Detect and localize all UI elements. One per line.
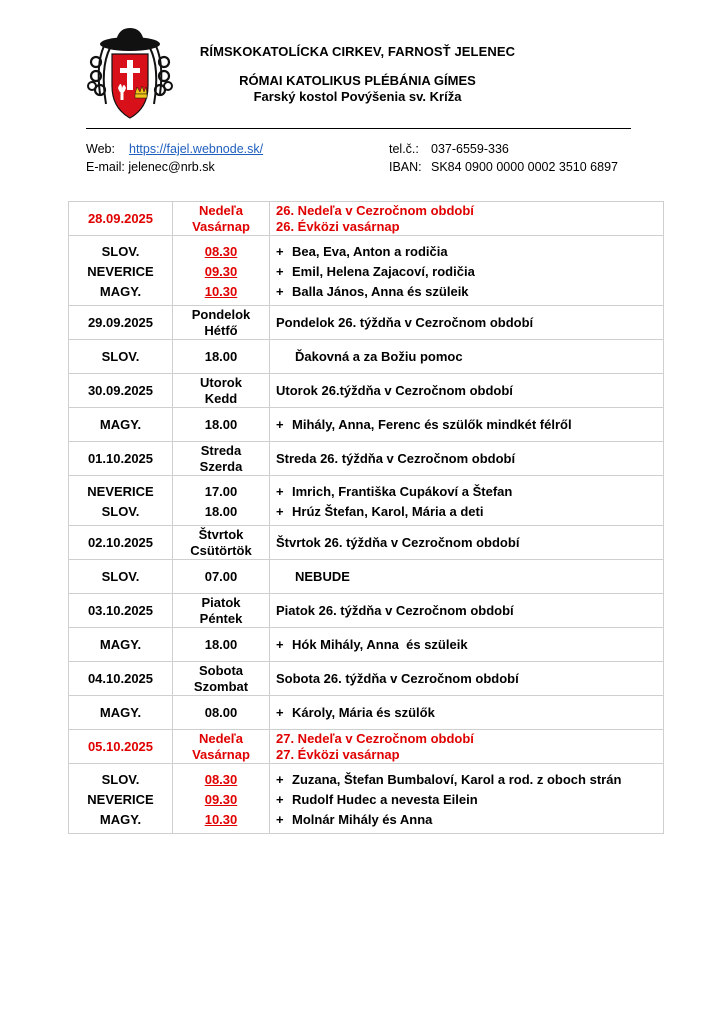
table-row (69, 408, 664, 442)
table-row (69, 442, 664, 476)
liturgy-cell: Streda 26. týždňa v Cezročnom období (270, 442, 664, 476)
table-row (69, 730, 664, 764)
time-cell: 08.30 09.30 10.30 (173, 236, 270, 306)
table-row (69, 764, 664, 834)
table-row (69, 340, 664, 374)
table-row (69, 696, 664, 730)
table-row (69, 202, 664, 236)
day-cell: Sobota Szombat (173, 662, 270, 696)
table-row (69, 560, 664, 594)
intention-cell: + Imrich, Františka Cupákoví a Štefan + Hrúz Štefan, Karol, Mária a deti (270, 476, 664, 526)
date-cell: 01.10.2025 (69, 442, 173, 476)
time-cell: 17.00 18.00 (173, 476, 270, 526)
date-cell: 28.09.2025 (69, 202, 173, 236)
liturgy-cell: Utorok 26.týždňa v Cezročnom období (270, 374, 664, 408)
intention-cell: + Zuzana, Štefan Bumbaloví, Karol a rod. z oboch strán + Rudolf Hudec a nevesta Eilein + Molnár Mihály és Anna (270, 764, 664, 834)
date-cell: 05.10.2025 (69, 730, 173, 764)
email-value: jelenec@nrb.sk (128, 160, 215, 174)
parish-titles (185, 44, 530, 104)
day-cell: Nedeľa Vasárnap (173, 202, 270, 236)
day-cell: Štvrtok Csütörtök (173, 526, 270, 560)
parish-title-hu: RÓMAI KATOLIKUS PLÉBÁNIA GÍMES (239, 73, 476, 88)
date-cell: 02.10.2025 (69, 526, 173, 560)
liturgy-cell: Piatok 26. týždňa v Cezročnom období (270, 594, 664, 628)
intention-cell: + Mihály, Anna, Ferenc és szülők mindkét félről (270, 408, 664, 442)
date-cell: 03.10.2025 (69, 594, 173, 628)
header-divider (86, 128, 631, 129)
place-cell: SLOV. NEVERICE MAGY. (69, 236, 173, 306)
tel-value: 037-6559-336 (431, 142, 509, 156)
intention-cell: + Károly, Mária és szülők (270, 696, 664, 730)
place-cell: NEVERICE SLOV. (69, 476, 173, 526)
table-row (69, 476, 664, 526)
tel-label: tel.č.: (389, 142, 419, 156)
table-row (69, 374, 664, 408)
table-row (69, 594, 664, 628)
place-cell: MAGY. (69, 696, 173, 730)
contact-tel-iban (389, 140, 618, 176)
day-cell: Utorok Kedd (173, 374, 270, 408)
day-cell: Pondelok Hétfő (173, 306, 270, 340)
day-cell: Streda Szerda (173, 442, 270, 476)
liturgy-cell: Sobota 26. týždňa v Cezročnom období (270, 662, 664, 696)
intention-cell: + Hók Mihály, Anna és szüleik (270, 628, 664, 662)
table-row (69, 662, 664, 696)
place-cell: MAGY. (69, 408, 173, 442)
time-cell: 08.30 09.30 10.30 (173, 764, 270, 834)
intention-cell: NEBUDE (270, 560, 664, 594)
liturgy-cell: 27. Nedeľa v Cezročnom období 27. Évközi vasárnap (270, 730, 664, 764)
intention-cell: + Bea, Eva, Anton a rodičia + Emil, Helena Zajacoví, rodičia + Balla János, Anna és szüleik (270, 236, 664, 306)
iban-value: SK84 0900 0000 0002 3510 6897 (431, 160, 618, 174)
table-row (69, 306, 664, 340)
place-cell: SLOV. (69, 340, 173, 374)
time-cell: 18.00 (173, 408, 270, 442)
date-cell: 04.10.2025 (69, 662, 173, 696)
letterhead (0, 0, 724, 200)
table-row (69, 628, 664, 662)
place-cell: SLOV. NEVERICE MAGY. (69, 764, 173, 834)
time-cell: 08.00 (173, 696, 270, 730)
date-cell: 29.09.2025 (69, 306, 173, 340)
email-label: E-mail: (86, 160, 125, 174)
intention-cell: Ďakovná a za Božiu pomoc (270, 340, 664, 374)
iban-label: IBAN: (389, 160, 422, 174)
date-cell: 30.09.2025 (69, 374, 173, 408)
web-label: Web: (86, 142, 115, 156)
mass-schedule-table (68, 201, 664, 834)
church-name: Farský kostol Povýšenia sv. Kríža (253, 89, 462, 104)
church-title: RÍMSKOKATOLÍCKA CIRKEV, FARNOSŤ JELENEC (199, 44, 516, 59)
day-cell: Nedeľa Vasárnap (173, 730, 270, 764)
website-link[interactable]: https://fajel.webnode.sk/ (129, 142, 264, 156)
time-cell: 07.00 (173, 560, 270, 594)
coat-of-arms-icon (86, 24, 174, 122)
table-row (69, 236, 664, 306)
liturgy-cell: 26. Nedeľa v Cezročnom období 26. Évközi vasárnap (270, 202, 664, 236)
place-cell: MAGY. (69, 628, 173, 662)
liturgy-cell: Pondelok 26. týždňa v Cezročnom období (270, 306, 664, 340)
table-row (69, 526, 664, 560)
time-cell: 18.00 (173, 340, 270, 374)
contact-web-email (86, 140, 263, 176)
time-cell: 18.00 (173, 628, 270, 662)
liturgy-cell: Štvrtok 26. týždňa v Cezročnom období (270, 526, 664, 560)
day-cell: Piatok Péntek (173, 594, 270, 628)
place-cell: SLOV. (69, 560, 173, 594)
